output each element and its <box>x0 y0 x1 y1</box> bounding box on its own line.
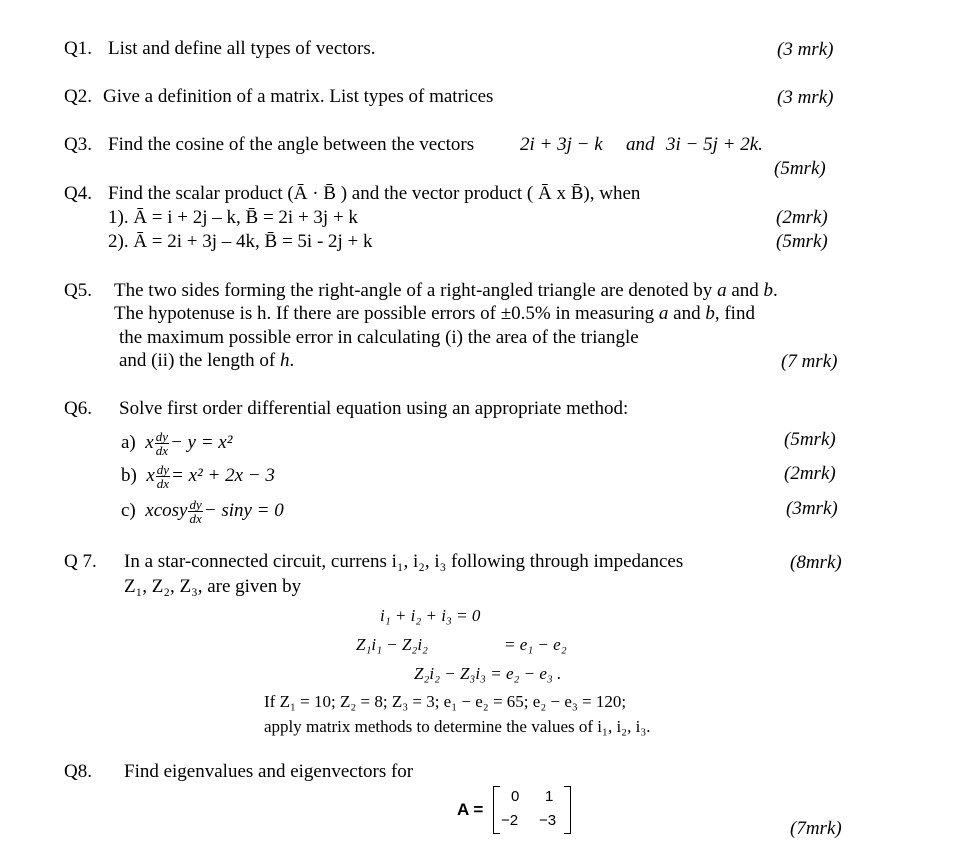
q6-number: Q6. <box>64 398 92 419</box>
q5-line-1: The two sides forming the right-angle of a right-angled triangle are denoted by a and b. <box>114 280 778 301</box>
matrix-right-bracket <box>564 786 571 834</box>
q4-part-1: 1). Ā = i + 2j – k, B̄ = 2i + 3j + k <box>108 207 358 228</box>
q2-marks: (3 mrk) <box>777 87 834 108</box>
q7-equation-1: i₁ + i₂ + i₃ = 0 <box>380 606 481 625</box>
matrix-cell: 1 <box>545 788 554 805</box>
q4-part-1-marks: (2mrk) <box>776 207 828 228</box>
q3-number: Q3. <box>64 134 92 155</box>
q8-number: Q8. <box>64 761 92 782</box>
q5-line-2: The hypotenuse is h. If there are possible errors of ±0.5% in measuring a and b, find <box>114 303 755 324</box>
matrix-cell: 0 <box>511 788 520 805</box>
q3-vector-1: 2i + 3j − k <box>520 134 603 155</box>
q4-text: Find the scalar product (Ā · B̄ ) and the vector product ( Ā x B̄), when <box>108 183 641 204</box>
q8-text: Find eigenvalues and eigenvectors for <box>124 761 414 782</box>
q5-line-4: and (ii) the length of h. <box>119 350 295 371</box>
q1-marks: (3 mrk) <box>777 39 834 60</box>
q7-line-3: If Z₁ = 10; Z₂ = 8; Z₃ = 3; e₁ − e₂ = 65; e₂ − e₃ = 120; <box>264 692 627 711</box>
dy-dx-fraction: $\frac{dy}{dx}$ <box>189 497 202 526</box>
q7-line-4: apply matrix methods to determine the values of i₁, i₂, i₃. <box>264 717 651 736</box>
q4-number: Q4. <box>64 183 92 204</box>
q5-line-3: the maximum possible error in calculating (i) the area of the triangle <box>119 327 639 348</box>
q1-number: Q1. <box>64 38 92 59</box>
q3-vector-2: 3i − 5j + 2k. <box>666 134 763 155</box>
q6-b-marks: (2mrk) <box>784 463 836 484</box>
q3-marks: (5mrk) <box>774 158 826 179</box>
q4-part-2-marks: (5mrk) <box>776 231 828 252</box>
q6-text: Solve first order differential equation using an appropriate method: <box>119 398 629 419</box>
matrix-cell: −3 <box>539 812 557 829</box>
matrix-cell: −2 <box>501 812 519 829</box>
q6-c-marks: (3mrk) <box>786 498 838 519</box>
q2-text: Give a definition of a matrix. List types of matrices <box>103 86 494 107</box>
q8-matrix-label: A = <box>457 800 484 819</box>
q2-number: Q2. <box>64 86 92 107</box>
q7-line-2: Z₁, Z₂, Z₃, are given by <box>124 576 302 597</box>
q7-line-1: In a star-connected circuit, currens i₁, i₂, i₃ following through impedances <box>124 551 684 572</box>
q7-number: Q 7. <box>64 551 97 572</box>
q1-text: List and define all types of vectors. <box>108 38 376 59</box>
dy-dx-fraction: $\frac{dy}{dx}$ <box>155 429 168 458</box>
q6-b: b) x $\frac{dy}{dx}$ = x² + 2x − 3 <box>121 462 275 491</box>
q4-part-2: 2). Ā = 2i + 3j – 4k, B̄ = 5i - 2j + k <box>108 231 373 252</box>
q7-equation-3: Z₂i₂ − Z₃i₃ = e₂ − e₃ . <box>414 664 562 683</box>
q5-marks: (7 mrk) <box>781 351 838 372</box>
q3-and: and <box>626 134 655 155</box>
q8-marks: (7mrk) <box>790 818 842 839</box>
q6-c: c) xcosy $\frac{dy}{dx}$ − siny = 0 <box>121 497 284 526</box>
q6-a: a) x $\frac{dy}{dx}$ − y = x² <box>121 429 233 458</box>
q7-marks: (8mrk) <box>790 552 842 573</box>
q6-a-marks: (5mrk) <box>784 429 836 450</box>
dy-dx-fraction: $\frac{dy}{dx}$ <box>156 462 170 491</box>
q7-equation-2-rhs: = e₁ − e₂ <box>504 635 567 654</box>
matrix-left-bracket <box>493 786 500 834</box>
q3-text: Find the cosine of the angle between the vectors <box>108 134 475 155</box>
q7-equation-2-lhs: Z₁i₁ − Z₂i₂ <box>356 635 428 654</box>
q5-number: Q5. <box>64 280 92 301</box>
q8-matrix <box>493 786 571 832</box>
